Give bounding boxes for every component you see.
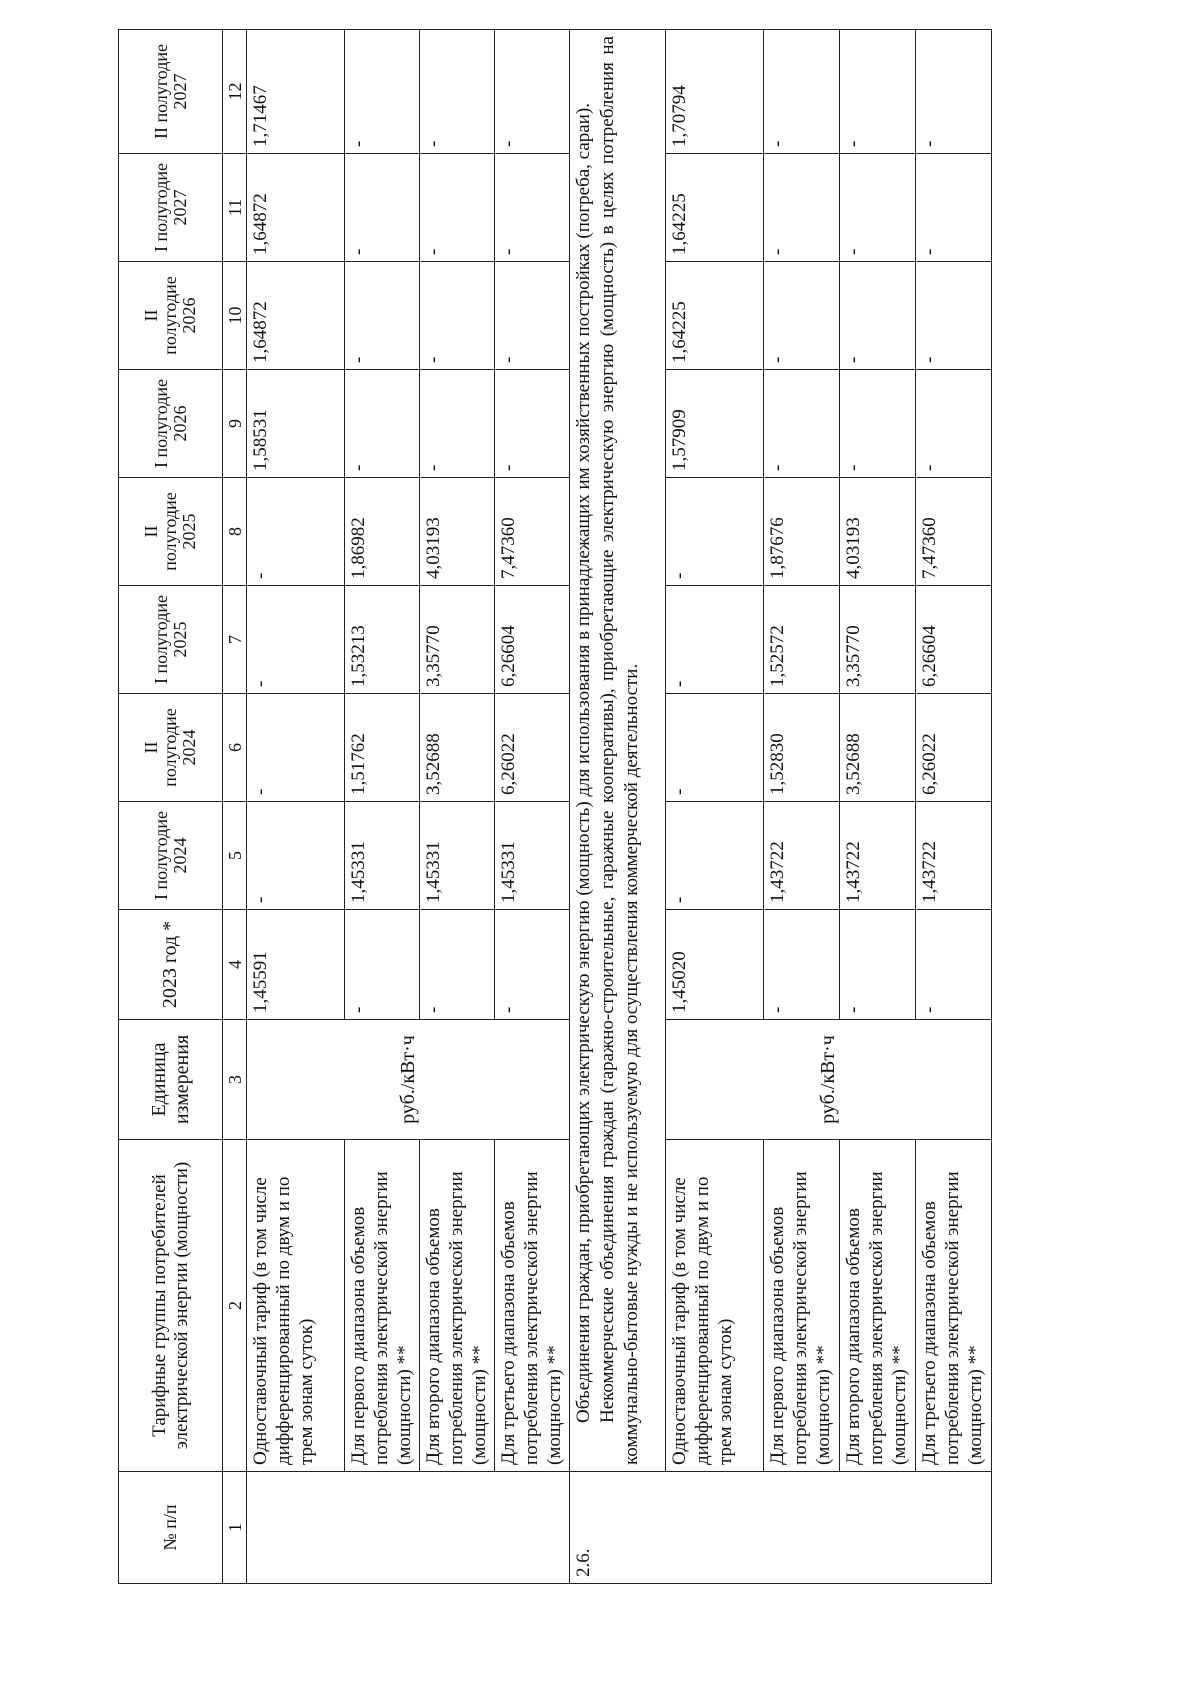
- tariff-value: 4,03193: [420, 478, 495, 586]
- tariff-table: [118, 29, 992, 1584]
- header-p1-2027: I полугодие 2027: [119, 154, 223, 262]
- tariff-value: 1,64225: [666, 262, 764, 370]
- column-number: 4: [223, 910, 247, 1020]
- header-row: [119, 30, 223, 1584]
- tariff-value: 1,64872: [247, 154, 345, 262]
- tariff-value: 1,45591: [247, 910, 345, 1020]
- tariff-value: 1,52572: [764, 586, 840, 694]
- tariff-value: 3,52688: [840, 694, 916, 802]
- tariff-value: -: [495, 154, 570, 262]
- tariff-value: -: [916, 154, 992, 262]
- tariff-value: 1,86982: [345, 478, 420, 586]
- tariff-value: 6,26604: [495, 586, 570, 694]
- tariff-value: 1,52830: [764, 694, 840, 802]
- tariff-value: -: [345, 910, 420, 1020]
- table-row: [247, 30, 345, 1584]
- tariff-value: 7,47360: [916, 478, 992, 586]
- section-index: 2.6.: [570, 1472, 992, 1584]
- tariff-value: 6,26604: [916, 586, 992, 694]
- tariff-value: 3,52688: [420, 694, 495, 802]
- column-number: 6: [223, 694, 247, 802]
- tariff-value: 1,70794: [666, 30, 764, 154]
- column-number: 5: [223, 802, 247, 910]
- tariff-value: -: [840, 154, 916, 262]
- table-row: [916, 30, 992, 1584]
- tariff-group-label: Для первого диапазона объемов потребления электрической энергии (мощности) **: [345, 1140, 420, 1472]
- tariff-value: -: [420, 262, 495, 370]
- column-number: 8: [223, 478, 247, 586]
- tariff-value: -: [764, 370, 840, 478]
- tariff-value: 6,26022: [916, 694, 992, 802]
- unit-cell: руб./кВт·ч: [666, 1020, 992, 1140]
- column-number-row: [223, 30, 247, 1584]
- tariff-value: -: [247, 694, 345, 802]
- header-p2-2027: II полугодие 2027: [119, 30, 223, 154]
- header-p1-2026: I полугодие 2026: [119, 370, 223, 478]
- tariff-group-label: Для третьего диапазона объемов потребления электрической энергии (мощности) **: [916, 1140, 992, 1472]
- section-paragraph-2: Некоммерческие объединения граждан (гаражно-строительные, гаражные кооперативы), приобретающие электрическую энергию (мощность) в целях потребления на коммунально-бытовые нужды и не используемую для осуществления коммерческой деятельности.: [597, 36, 642, 1465]
- section-row: [570, 30, 666, 1584]
- tariff-value: 1,45331: [420, 802, 495, 910]
- column-number: 9: [223, 370, 247, 478]
- tariff-value: -: [666, 586, 764, 694]
- tariff-value: -: [666, 694, 764, 802]
- tariff-value: -: [840, 910, 916, 1020]
- tariff-group-label: Одноставочный тариф (в том числе дифференцированный по двум и по трем зонам суток): [666, 1140, 764, 1472]
- header-group: Тарифные группы потребителей электрической энергии (мощности): [119, 1140, 223, 1472]
- tariff-value: 1,45020: [666, 910, 764, 1020]
- tariff-value: -: [247, 586, 345, 694]
- tariff-value: 7,47360: [495, 478, 570, 586]
- tariff-group-label: Для третьего диапазона объемов потребления электрической энергии (мощности) **: [495, 1140, 570, 1472]
- column-number: 12: [223, 30, 247, 154]
- tariff-value: -: [420, 910, 495, 1020]
- table-row: [495, 30, 570, 1584]
- tariff-value: 1,43722: [916, 802, 992, 910]
- table-row: [764, 30, 840, 1584]
- tariff-value: -: [916, 262, 992, 370]
- tariff-value: 1,43722: [840, 802, 916, 910]
- header-p2-2026: II полугодие 2026: [119, 262, 223, 370]
- tariff-value: -: [345, 370, 420, 478]
- header-2023: 2023 год *: [119, 910, 223, 1020]
- tariff-value: 1,87676: [764, 478, 840, 586]
- tariff-value: -: [916, 30, 992, 154]
- tariff-value: -: [495, 262, 570, 370]
- column-number: 7: [223, 586, 247, 694]
- tariff-value: -: [764, 30, 840, 154]
- tariff-value: 1,45331: [495, 802, 570, 910]
- tariff-value: 1,45331: [345, 802, 420, 910]
- header-p2-2025: II полугодие 2025: [119, 478, 223, 586]
- header-p1-2025: I полугодие 2025: [119, 586, 223, 694]
- tariff-group-label: Для первого диапазона объемов потребления электрической энергии (мощности) **: [764, 1140, 840, 1472]
- tariff-value: -: [247, 478, 345, 586]
- column-number: 2: [223, 1140, 247, 1472]
- tariff-value: 1,51762: [345, 694, 420, 802]
- table-row: [420, 30, 495, 1584]
- section-description: [570, 30, 666, 1472]
- empty-index-cell: [247, 1472, 570, 1584]
- tariff-value: -: [916, 910, 992, 1020]
- tariff-value: 1,53213: [345, 586, 420, 694]
- tariff-value: 1,58531: [247, 370, 345, 478]
- tariff-value: -: [840, 262, 916, 370]
- header-p2-2024: II полугодие 2024: [119, 694, 223, 802]
- tariff-value: -: [345, 262, 420, 370]
- tariff-value: -: [247, 802, 345, 910]
- tariff-value: -: [495, 370, 570, 478]
- tariff-value: -: [666, 802, 764, 910]
- header-p1-2024: I полугодие 2024: [119, 802, 223, 910]
- tariff-value: 3,35770: [840, 586, 916, 694]
- tariff-group-label: Для второго диапазона объемов потребления электрической энергии (мощности) **: [840, 1140, 916, 1472]
- tariff-value: -: [840, 370, 916, 478]
- tariff-value: -: [495, 30, 570, 154]
- tariff-value: -: [345, 30, 420, 154]
- column-number: 10: [223, 262, 247, 370]
- section-paragraph-1: Объединения граждан, приобретающих электрическую энергию (мощность) для использования в принадлежащих им хозяйственных постройках (погреба, сараи).: [573, 103, 594, 1423]
- column-number: 3: [223, 1020, 247, 1140]
- tariff-group-label: Для второго диапазона объемов потребления электрической энергии (мощности) **: [420, 1140, 495, 1472]
- table-row: [840, 30, 916, 1584]
- tariff-value: -: [420, 154, 495, 262]
- tariff-value: -: [420, 370, 495, 478]
- tariff-value: -: [666, 478, 764, 586]
- tariff-value: 4,03193: [840, 478, 916, 586]
- table-row: [666, 30, 764, 1584]
- tariff-value: -: [764, 154, 840, 262]
- tariff-value: 1,71467: [247, 30, 345, 154]
- tariff-group-label: Одноставочный тариф (в том числе дифференцированный по двум и по трем зонам суток): [247, 1140, 345, 1472]
- tariff-value: -: [916, 370, 992, 478]
- column-number: 11: [223, 154, 247, 262]
- tariff-value: -: [420, 30, 495, 154]
- tariff-value: 1,57909: [666, 370, 764, 478]
- header-unit: Единица измерения: [119, 1020, 223, 1140]
- column-number: 1: [223, 1472, 247, 1584]
- tariff-value: 1,64872: [247, 262, 345, 370]
- tariff-value: -: [840, 30, 916, 154]
- tariff-value: -: [764, 910, 840, 1020]
- unit-cell: руб./кВт·ч: [247, 1020, 570, 1140]
- tariff-value: 3,35770: [420, 586, 495, 694]
- header-num: № п/п: [119, 1472, 223, 1584]
- tariff-value: 1,64225: [666, 154, 764, 262]
- tariff-value: -: [345, 154, 420, 262]
- tariff-value: -: [495, 910, 570, 1020]
- rotated-document-page: [118, 36, 1062, 1584]
- tariff-value: -: [764, 262, 840, 370]
- tariff-value: 1,43722: [764, 802, 840, 910]
- tariff-value: 6,26022: [495, 694, 570, 802]
- table-row: [345, 30, 420, 1584]
